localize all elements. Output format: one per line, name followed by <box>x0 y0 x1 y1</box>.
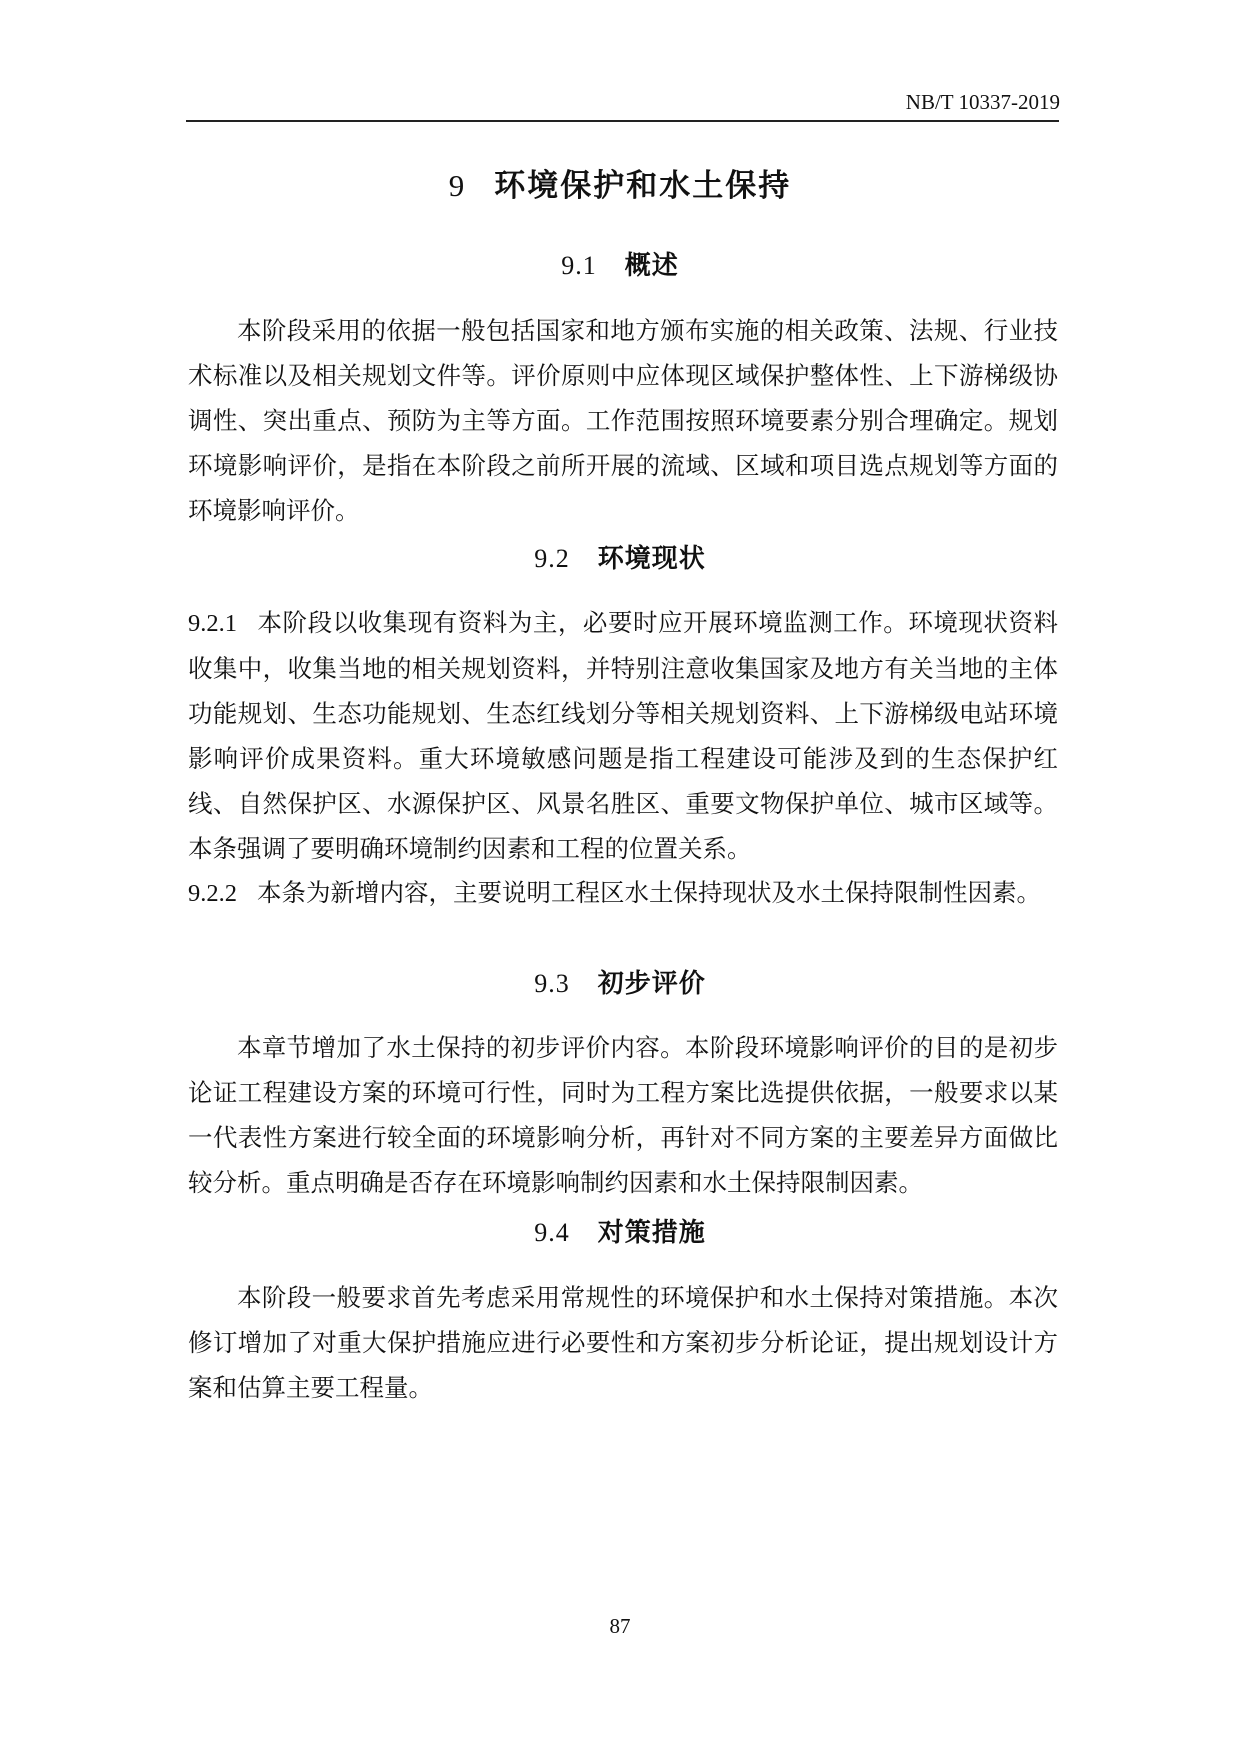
page-number: 87 <box>609 1614 631 1638</box>
section-number: 9.1 <box>561 251 597 280</box>
header-divider <box>186 120 1059 122</box>
section-title-text: 对策措施 <box>597 1218 706 1248</box>
clause-9-2-2 <box>188 870 1058 916</box>
section-number: 9.4 <box>534 1218 570 1247</box>
section-number: 9.3 <box>534 969 570 998</box>
clause-number: 9.2.2 <box>188 880 237 907</box>
section-title-9-1 <box>0 245 1240 282</box>
section-number: 9.2 <box>534 544 570 573</box>
clause-text: 本条为新增内容，主要说明工程区水土保持现状及水土保持限制性因素。 <box>257 878 1041 907</box>
paragraph-9-3: 本章节增加了水土保持的初步评价内容。本阶段环境影响评价的目的是初步论证工程建设方案的环境可行性，同时为工程方案比选提供依据，一般要求以某一代表性方案进行较全面的环境影响分析，再针对不同方案的主要差异方面做比较分析。重点明确是否存在环境影响制约因素和水土保持限制因素。 <box>188 1033 1058 1197</box>
paragraph-9-1: 本阶段采用的依据一般包括国家和地方颁布实施的相关政策、法规、行业技术标准以及相关规划文件等。评价原则中应体现区域保护整体性、上下游梯级协调性、突出重点、预防为主等方面。工作范围按照环境要素分别合理确定。规划环境影响评价，是指在本阶段之前所开展的流域、区域和项目选点规划等方面的环境影响评价。 <box>188 316 1058 525</box>
chapter-title <box>0 160 1240 205</box>
chapter-title-text: 环境保护和水土保持 <box>494 168 792 204</box>
section-title-text: 概述 <box>624 251 679 281</box>
section-title-9-4 <box>0 1212 1240 1249</box>
section-title-text: 初步评价 <box>597 969 706 999</box>
section-title-9-3 <box>0 963 1240 1000</box>
clause-number: 9.2.1 <box>188 610 237 637</box>
header-doc-code: NB/T 10337-2019 <box>905 90 1060 114</box>
paragraph-9-4: 本阶段一般要求首先考虑采用常规性的环境保护和水土保持对策措施。本次修订增加了对重大保护措施应进行必要性和方案初步分析论证，提出规划设计方案和估算主要工程量。 <box>188 1283 1058 1402</box>
chapter-number: 9 <box>448 168 467 203</box>
section-title-text: 环境现状 <box>597 544 706 574</box>
clause-text: 本阶段以收集现有资料为主，必要时应开展环境监测工作。环境现状资料收集中，收集当地的相关规划资料，并特别注意收集国家及地方有关当地的主体功能规划、生态功能规划、生态红线划分等相关规划资料、上下游梯级电站环境影响评价成果资料。重大环境敏感问题是指工程建设可能涉及到的生态保护红线、自然保护区、水源保护区、风景名胜区、重要文物保护单位、城市区域等。本条强调了要明确环境制约因素和工程的位置关系。 <box>188 608 1058 863</box>
clause-9-2-1 <box>188 600 1058 871</box>
section-title-9-2 <box>0 538 1240 575</box>
